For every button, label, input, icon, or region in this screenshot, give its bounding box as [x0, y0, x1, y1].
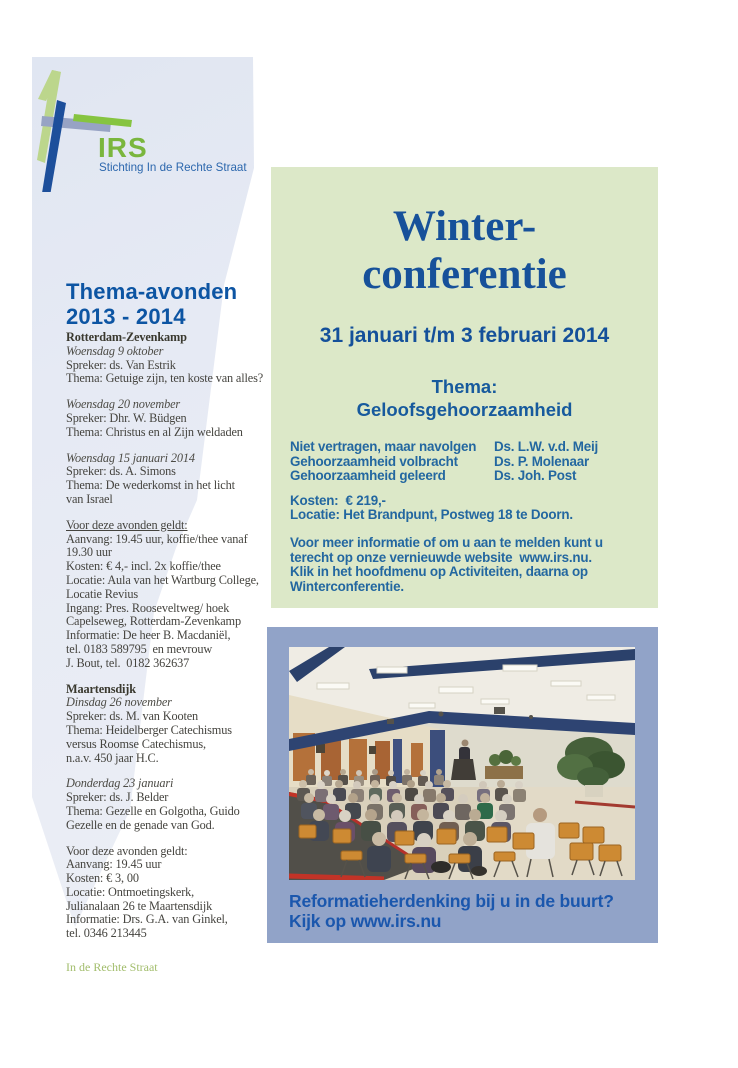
event-line: Thema: Christus en al Zijn weldaden — [66, 424, 243, 439]
sidebar-footer: In de Rechte Straat — [66, 960, 158, 974]
program-topic: Gehoorzaamheid volbracht — [290, 453, 458, 469]
event-line: Informatie: De heer B. Macdaniël, — [66, 628, 231, 643]
program-speaker: Ds. Joh. Post — [494, 468, 577, 484]
conference-costs: Kosten: € 219,- — [290, 492, 386, 508]
conference-location: Locatie: Het Brandpunt, Postweg 18 te Doorn. — [290, 507, 573, 523]
conference-dates: 31 januari t/m 3 februari 2014 — [319, 324, 610, 347]
program-speaker: Ds. P. Molenaar — [494, 453, 589, 469]
event-line: Informatie: Drs. G.A. van Ginkel, — [66, 912, 228, 927]
event-line: Voor deze avonden geldt: — [66, 843, 188, 858]
theme-heading-line1: Thema-avonden — [66, 279, 238, 304]
program-row — [290, 469, 642, 484]
event-block — [66, 331, 276, 386]
event-line: Donderdag 23 januari — [66, 776, 174, 791]
info-line: Winterconferentie. — [290, 578, 404, 594]
event-block — [66, 683, 276, 766]
theme-heading-line2: 2013 - 2014 — [66, 304, 186, 329]
event-line: n.a.v. 450 jaar H.C. — [66, 750, 159, 765]
event-line: Locatie Revius — [66, 586, 138, 601]
photo-caption-line2: Kijk op www.irs.nu — [289, 911, 442, 931]
event-line: versus Roomse Catechismus, — [66, 736, 206, 751]
event-line: Kosten: € 4,- incl. 2x koffie/thee — [66, 559, 221, 574]
event-line: Dinsdag 26 november — [66, 695, 172, 710]
event-line: Spreker: ds. J. Belder — [66, 790, 169, 805]
event-block — [66, 398, 276, 439]
program-topic: Niet vertragen, maar navolgen — [290, 439, 477, 454]
event-line: Gezelle en de genade van God. — [66, 817, 215, 832]
event-line: Capelseweg, Rotterdam-Zevenkamp — [66, 614, 241, 629]
event-line: tel. 0346 213445 — [66, 926, 147, 941]
event-block — [66, 519, 276, 671]
event-line: Woensdag 9 oktober — [66, 343, 164, 358]
event-line: Rotterdam-Zevenkamp — [66, 330, 187, 344]
photo-caption — [289, 891, 614, 931]
event-line: J. Bout, tel. 0182 362637 — [66, 655, 190, 670]
event-line: Spreker: ds. A. Simons — [66, 464, 176, 479]
event-line: Spreker: ds. Van Estrik — [66, 357, 176, 372]
event-line: Maartensdijk — [66, 681, 136, 696]
conference-title-line2: conferentie — [362, 251, 567, 298]
event-line: 19.30 uur — [66, 545, 112, 560]
event-line: Spreker: Dhr. W. Büdgen — [66, 410, 187, 425]
event-line: Locatie: Aula van het Wartburg College, — [66, 572, 259, 587]
program-topic: Gehoorzaamheid geleerd — [290, 468, 446, 484]
event-line: Woensdag 20 november — [66, 397, 181, 412]
event-line: Aanvang: 19.45 uur, koffie/thee vanaf — [66, 531, 248, 546]
photo-caption-line1: Reformatieherdenking bij u in de buurt? — [289, 891, 614, 911]
event-line: van Israel — [66, 491, 113, 506]
program-row — [290, 440, 642, 455]
event-block — [66, 777, 276, 832]
event-line: Thema: Gezelle en Golgotha, Guido — [66, 803, 240, 818]
program-speaker: Ds. L.W. v.d. Meij — [494, 439, 599, 454]
info-line: terecht op onze vernieuwde website www.irs.nu. — [290, 549, 592, 565]
irs-logo — [36, 62, 246, 192]
conference-theme-label: Thema: — [431, 376, 498, 397]
event-line: Kosten: € 3, 00 — [66, 871, 139, 886]
event-block — [66, 452, 276, 507]
conference-card — [271, 167, 658, 608]
conference-theme-value: Geloofsgehoorzaamheid — [356, 399, 573, 420]
photo-card — [267, 627, 658, 943]
event-line: Thema: Getuige zijn, ten koste van alles? — [66, 371, 264, 386]
event-line: tel. 0183 589795 en mevrouw — [66, 641, 213, 656]
conference-photo — [289, 647, 635, 880]
info-line: Klik in het hoofdmenu op Activiteiten, daarna op — [290, 564, 588, 580]
event-line: Julianalaan 26 te Maartensdijk — [66, 898, 213, 913]
event-line: Woensdag 15 januari 2014 — [66, 450, 195, 465]
conference-info — [290, 536, 642, 594]
event-line: Ingang: Pres. Rooseveltweg/ hoek — [66, 600, 230, 615]
event-line: Thema: De wederkomst in het licht — [66, 478, 235, 493]
event-line: Spreker: ds. M. van Kooten — [66, 709, 199, 724]
event-block — [66, 845, 276, 942]
conference-title-line1: Winter- — [392, 203, 537, 250]
brand-text: IRS — [98, 132, 148, 163]
conference-theme — [271, 375, 658, 421]
conference-title — [271, 203, 658, 299]
events-column — [66, 331, 276, 953]
event-line: Voor deze avonden geldt: — [66, 517, 188, 532]
event-line: Thema: Heidelberger Catechismus — [66, 722, 232, 737]
conference-details — [290, 440, 642, 594]
program-row — [290, 455, 642, 470]
event-line: Locatie: Ontmoetingskerk, — [66, 884, 195, 899]
brand-subtitle: Stichting In de Rechte Straat — [99, 161, 247, 174]
theme-heading — [66, 279, 237, 329]
info-line: Voor meer informatie of om u aan te melden kunt u — [290, 534, 603, 550]
event-line: Aanvang: 19.45 uur — [66, 857, 162, 872]
program-list — [290, 440, 642, 484]
